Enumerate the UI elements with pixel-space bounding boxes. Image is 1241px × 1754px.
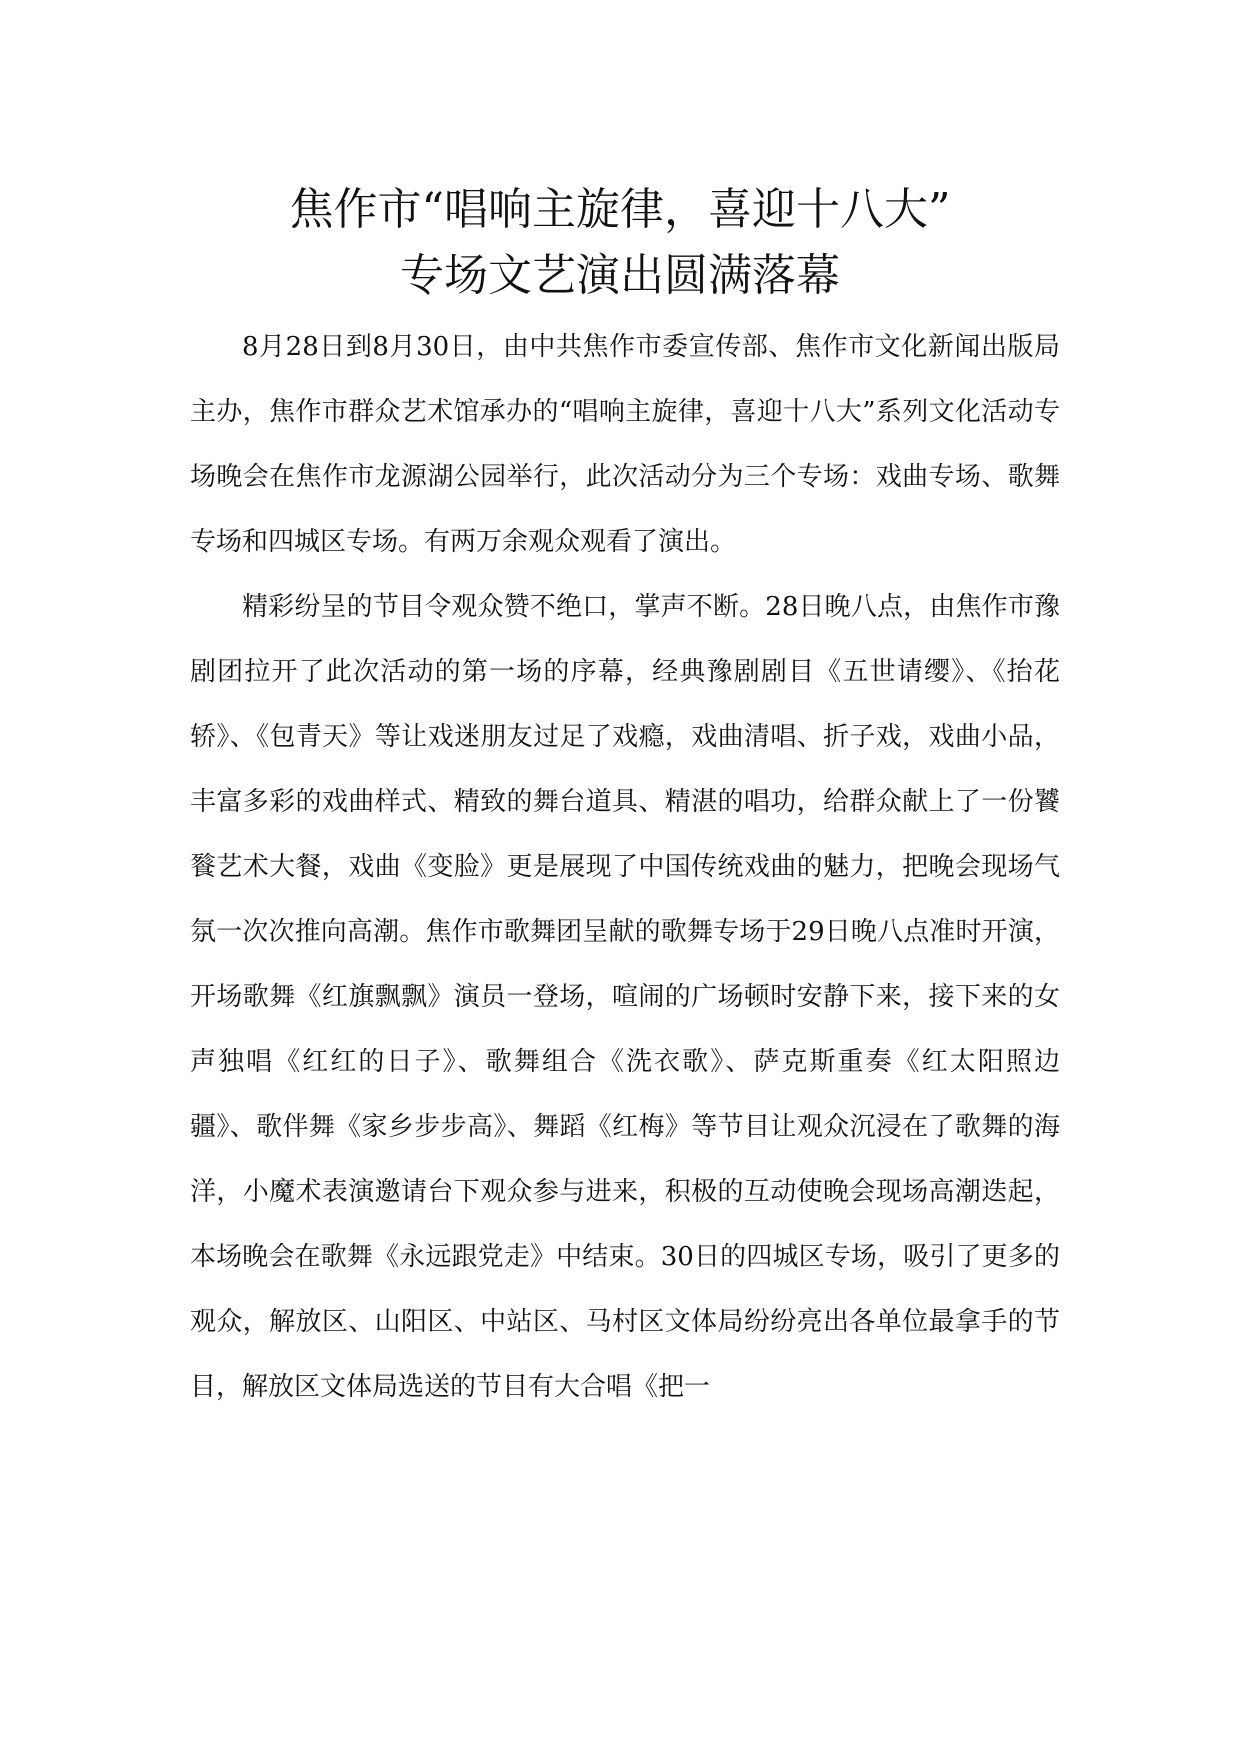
title-line-2: 专场文艺演出圆满落幕 bbox=[400, 250, 840, 302]
title-line-1: 焦作市“唱响主旋律，喜迎十八大” bbox=[289, 184, 951, 236]
paragraph-event-summary: 8月28日到8月30日，由中共焦作市委宣传部、焦作市文化新闻出版局主办，焦作市群众艺术馆承办的“唱响主旋律，喜迎十八大”系列文化活动专场晚会在焦作市龙源湖公园举行，此次活动分为三个专场：戏曲专场、歌舞专场和四城区专场。有两万余观众观看了演出。 bbox=[190, 332, 1060, 557]
document-title bbox=[190, 177, 1050, 309]
paragraph-performance-details: 精彩纷呈的节目令观众赞不绝口，掌声不断。28日晚八点，由焦作市豫剧团拉开了此次活动的第一场的序幕，经典豫剧剧目《五世请缨》、《抬花轿》、《包青天》等让戏迷朋友过足了戏瘾，戏曲清唱、折子戏，戏曲小品，丰富多彩的戏曲样式、精致的舞台道具、精湛的唱功，给群众献上了一份饕餮艺术大餐，戏曲《变脸》更是展现了中国传统戏曲的魅力，把晚会现场气氛一次次推向高潮。焦作市歌舞团呈献的歌舞专场于29日晚八点准时开演，开场歌舞《红旗飘飘》演员一登场，喧闹的广场顿时安静下来，接下来的女声独唱《红红的日子》、歌舞组合《洗衣歌》、萨克斯重奏《红太阳照边疆》、歌伴舞《家乡步步高》、舞蹈《红梅》等节目让观众沉浸在了歌舞的海洋，小魔术表演邀请台下观众参与进来，积极的互动使晚会现场高潮迭起，本场晚会在歌舞《永远跟党走》中结束。30日的四城区专场，吸引了更多的观众，解放区、山阳区、中站区、马村区文体局纷纷亮出各单位最拿手的节目，解放区文体局选送的节目有大合唱《把一 bbox=[190, 592, 1060, 1402]
article-body bbox=[190, 315, 1060, 1420]
